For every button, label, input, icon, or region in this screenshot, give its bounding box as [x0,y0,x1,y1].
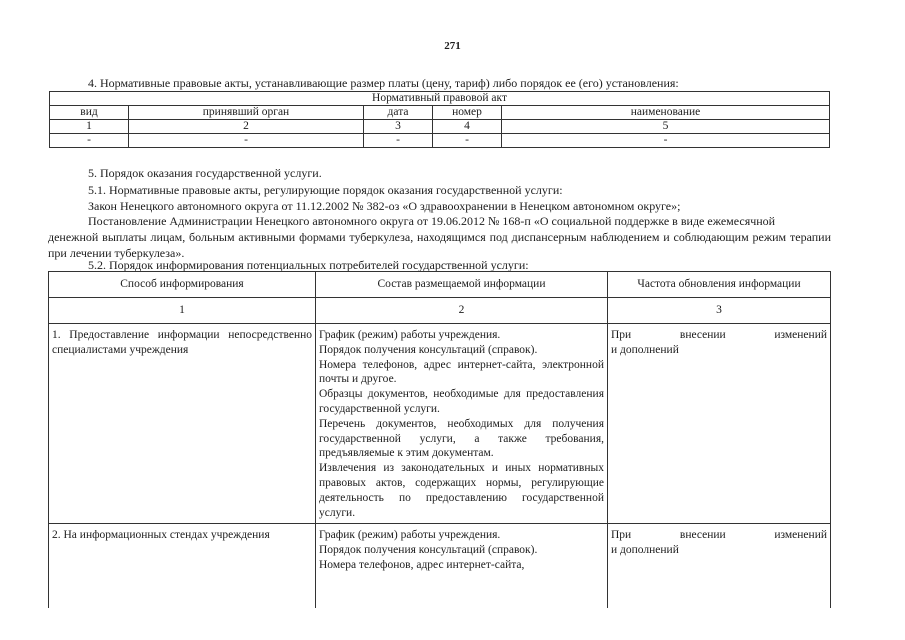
method-text: 1. Предоставление информации непосредственно специалистами учреждения [52,329,312,356]
table-row [50,120,830,134]
content-line: График (режим) работы учреждения. [319,529,501,541]
information-table [48,271,831,608]
table-cell: - [50,134,129,148]
frequency-cell [608,524,831,609]
content-line: Номера телефонов, адрес интернет-сайта, электронной почты и другое. [319,358,604,386]
table-cell: 1 [50,120,129,134]
column-header: номер [433,106,502,120]
table-cell: 3 [364,120,433,134]
table-cell: - [433,134,502,148]
content-line: Порядок получения консультаций (справок). [319,343,538,356]
frequency-word: внесении [679,529,726,541]
method-text: 2. На информационных стендах учреждения [52,529,270,541]
table-cell: - [364,134,433,148]
table-row [49,524,831,609]
method-cell [49,324,316,524]
frequency-line-2: и дополнений [611,543,679,556]
column-header: Частота обновления информации [608,272,831,298]
table-cell: 2 [316,298,608,324]
table-row [50,134,830,148]
table-cell: 2 [129,120,364,134]
frequency-word: изменений [774,529,827,541]
column-header: вид [50,106,129,120]
method-cell [49,524,316,609]
table-cell: 1 [49,298,316,324]
table-header-row [49,272,831,298]
frequency-line-2: и дополнений [611,343,679,356]
table-cell: 3 [608,298,831,324]
content-line: Перечень документов, необходимых для получения государственной услуги, а также требования, предъявляемые к этим документам. [319,417,604,460]
content-line: Извлечения из законодательных и иных нормативных правовых актов, содержащих нормы, регулирующие деятельность по предоставлению государственной услуги. [319,462,604,519]
frequency-cell [608,324,831,524]
law-reference-2-continuation: денежной выплаты лицам, больным активными формами туберкулеза, находящимся под диспансерным наблюдением и соблюдающим режим терапии при лечении туберкулеза». [48,230,831,260]
table-title: Нормативный правовой акт [50,92,830,106]
table-number-row [49,298,831,324]
content-cell [316,324,608,524]
column-header: дата [364,106,433,120]
law-reference-2-first-line: Постановление Администрации Ненецкого автономного округа от 19.06.2012 № 168-п «О социальной поддержке в виде ежемесячной [88,214,776,228]
table-cell: 4 [433,120,502,134]
column-header: Способ информирования [49,272,316,298]
frequency-line-1 [611,328,827,343]
content-line: Порядок получения консультаций (справок). [319,543,538,556]
column-header: Состав размещаемой информации [316,272,608,298]
normative-acts-table [49,91,830,148]
content-line: График (режим) работы учреждения. [319,329,501,341]
section5-heading: 5. Порядок оказания государственной услуги. [88,166,322,180]
section5-1-heading: 5.1. Нормативные правовые акты, регулирующие порядок оказания государственной услуги: [88,183,563,197]
table-cell: 5 [502,120,830,134]
frequency-word: При [611,529,632,541]
table-header-row [50,106,830,120]
page-number: 271 [444,40,461,52]
table-cell: - [129,134,364,148]
frequency-line-1 [611,528,827,543]
table-cell: - [502,134,830,148]
frequency-word: изменений [774,329,827,341]
column-header: наименование [502,106,830,120]
content-line: Номера телефонов, адрес интернет-сайта, [319,558,525,571]
frequency-word: При [611,329,632,341]
section4-heading: 4. Нормативные правовые акты, устанавливающие размер платы (цену, тариф) либо порядок ее (его) установления: [88,76,679,90]
frequency-word: внесении [679,329,726,341]
law-reference-1: Закон Ненецкого автономного округа от 11.12.2002 № 382-оз «О здравоохранении в Ненецком автономном округе»; [88,199,681,213]
content-line: Образцы документов, необходимые для предоставления государственной услуги. [319,388,604,415]
table-row [49,324,831,524]
content-cell [316,524,608,609]
section5-2-heading: 5.2. Порядок информирования потенциальных потребителей государственной услуги: [88,258,529,272]
column-header: принявший орган [129,106,364,120]
